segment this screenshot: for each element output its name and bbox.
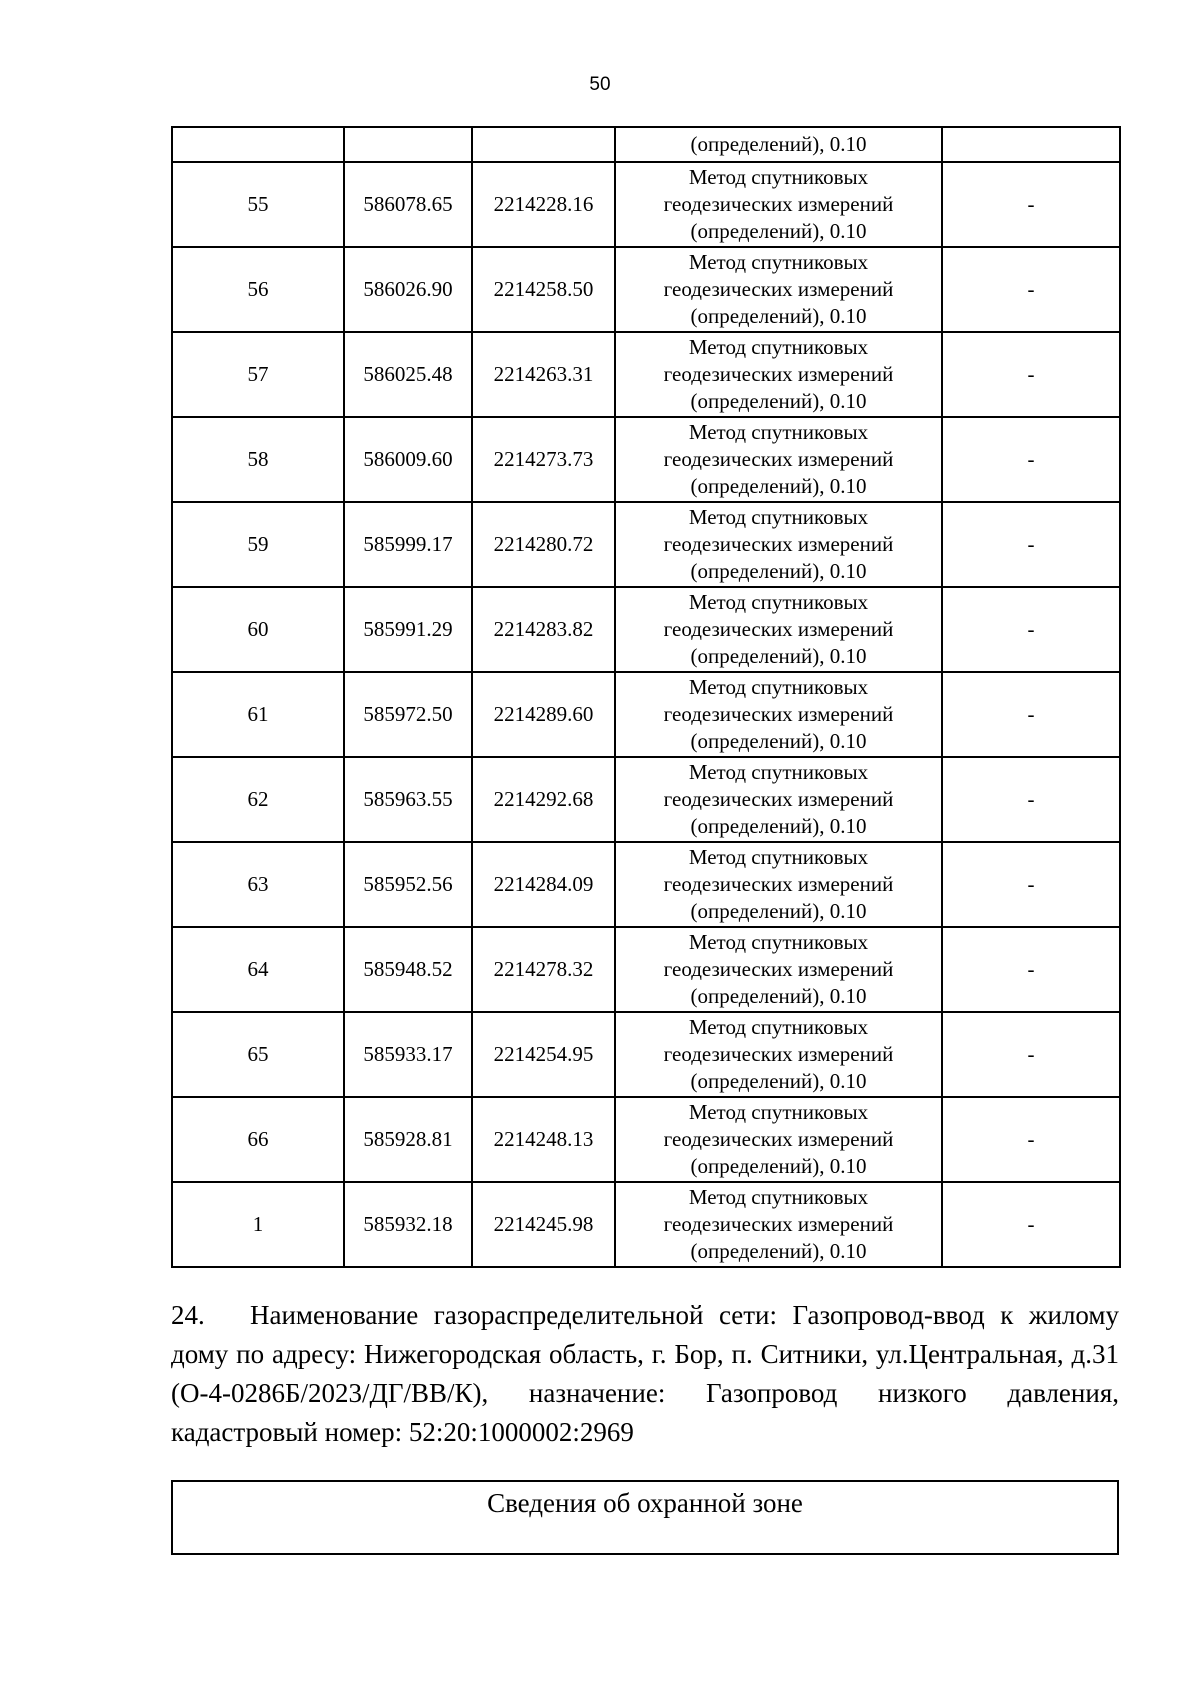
table-row bbox=[172, 162, 1120, 247]
table-cell-method bbox=[615, 162, 942, 247]
table-row bbox=[172, 672, 1120, 757]
table-cell-number: 62 bbox=[172, 757, 344, 842]
table-cell-number: 64 bbox=[172, 927, 344, 1012]
method-line: (определений), 0.10 bbox=[690, 814, 867, 838]
method-line: Метод спутниковых bbox=[688, 335, 869, 359]
table-cell-y: 2214283.82 bbox=[472, 587, 615, 672]
method-line: Метод спутниковых bbox=[688, 420, 869, 444]
method-line: геодезических измерений bbox=[663, 872, 894, 896]
table-cell-number: 65 bbox=[172, 1012, 344, 1097]
table-cell-description: - bbox=[942, 1182, 1120, 1267]
method-line: геодезических измерений bbox=[663, 957, 894, 981]
method-line: Метод спутниковых bbox=[688, 760, 869, 784]
table-cell-method bbox=[615, 332, 942, 417]
method-line: геодезических измерений bbox=[663, 1127, 894, 1151]
method-line: (определений), 0.10 bbox=[690, 559, 867, 583]
method-line: геодезических измерений bbox=[663, 362, 894, 386]
table-cell-y: 2214273.73 bbox=[472, 417, 615, 502]
method-line: Метод спутниковых bbox=[688, 845, 869, 869]
table-cell-method bbox=[615, 1097, 942, 1182]
table-cell-x bbox=[344, 127, 472, 162]
table-cell-x: 585932.18 bbox=[344, 1182, 472, 1267]
table-cell-description: - bbox=[942, 1012, 1120, 1097]
table-cell-x: 585933.17 bbox=[344, 1012, 472, 1097]
table-row bbox=[172, 1097, 1120, 1182]
table-cell-method bbox=[615, 247, 942, 332]
table-row bbox=[172, 1012, 1120, 1097]
table-cell-description bbox=[942, 127, 1120, 162]
table-cell-description: - bbox=[942, 842, 1120, 927]
table-cell-method: (определений), 0.10 bbox=[615, 127, 942, 162]
table-cell-method bbox=[615, 1012, 942, 1097]
table-cell-number bbox=[172, 127, 344, 162]
table-cell-description: - bbox=[942, 247, 1120, 332]
table-cell-number: 59 bbox=[172, 502, 344, 587]
table-cell-method bbox=[615, 417, 942, 502]
table-cell-y: 2214278.32 bbox=[472, 927, 615, 1012]
method-line: Метод спутниковых bbox=[688, 590, 869, 614]
method-line: (определений), 0.10 bbox=[690, 729, 867, 753]
method-line: Метод спутниковых bbox=[688, 505, 869, 529]
table-cell-x: 585928.81 bbox=[344, 1097, 472, 1182]
table-cell-description: - bbox=[942, 162, 1120, 247]
table-cell-y: 2214228.16 bbox=[472, 162, 615, 247]
table-row bbox=[172, 587, 1120, 672]
table-cell-y: 2214292.68 bbox=[472, 757, 615, 842]
table-cell-number: 63 bbox=[172, 842, 344, 927]
table-cell-number: 56 bbox=[172, 247, 344, 332]
page-number: 50 bbox=[589, 74, 611, 95]
table-cell-y: 2214248.13 bbox=[472, 1097, 615, 1182]
method-line: геодезических измерений bbox=[663, 447, 894, 471]
table-cell-number: 1 bbox=[172, 1182, 344, 1267]
method-line: геодезических измерений bbox=[663, 277, 894, 301]
table-cell-number: 60 bbox=[172, 587, 344, 672]
table-row bbox=[172, 757, 1120, 842]
method-line: (определений), 0.10 bbox=[690, 389, 867, 413]
section-number: 24. bbox=[171, 1300, 205, 1330]
table-cell-description: - bbox=[942, 587, 1120, 672]
table-row-continuation bbox=[172, 127, 1120, 162]
table-cell-x: 585963.55 bbox=[344, 757, 472, 842]
table-cell-description: - bbox=[942, 332, 1120, 417]
table-cell-method bbox=[615, 502, 942, 587]
table-cell-description: - bbox=[942, 927, 1120, 1012]
table-cell-description: - bbox=[942, 502, 1120, 587]
table-cell-description: - bbox=[942, 1097, 1120, 1182]
table-cell-description: - bbox=[942, 417, 1120, 502]
table-cell-x: 586025.48 bbox=[344, 332, 472, 417]
table-cell-y: 2214254.95 bbox=[472, 1012, 615, 1097]
section-text: Наименование газораспределительной сети: Газопровод-ввод к жилому дому по адресу: Нижегородская область, г. Бор, п. Ситники, ул.Центральная, д.31 (О-4-0286Б/2023/ДГ/ВВ/К), назначение: Газопровод низкого давления, кадастровый номер: 52:20:1000002:2969 bbox=[171, 1300, 1119, 1447]
method-line: (определений), 0.10 bbox=[690, 984, 867, 1008]
table-cell-method bbox=[615, 757, 942, 842]
table-cell-description: - bbox=[942, 672, 1120, 757]
method-line: (определений), 0.10 bbox=[690, 474, 867, 498]
method-line: геодезических измерений bbox=[663, 192, 894, 216]
table-cell-description: - bbox=[942, 757, 1120, 842]
table-row bbox=[172, 1182, 1120, 1267]
method-line: (определений), 0.10 bbox=[690, 899, 867, 923]
table-cell-x: 586078.65 bbox=[344, 162, 472, 247]
method-line: (определений), 0.10 bbox=[690, 219, 867, 243]
table-cell-number: 66 bbox=[172, 1097, 344, 1182]
table-cell-method bbox=[615, 842, 942, 927]
table-cell-x: 586026.90 bbox=[344, 247, 472, 332]
table-cell-y: 2214263.31 bbox=[472, 332, 615, 417]
table-row bbox=[172, 927, 1120, 1012]
method-line: Метод спутниковых bbox=[688, 675, 869, 699]
table-row bbox=[172, 1481, 1118, 1554]
table-cell-x: 585952.56 bbox=[344, 842, 472, 927]
table-cell-number: 55 bbox=[172, 162, 344, 247]
table-cell-x: 586009.60 bbox=[344, 417, 472, 502]
method-line: (определений), 0.10 bbox=[690, 1239, 867, 1263]
method-line: Метод спутниковых bbox=[688, 1185, 869, 1209]
method-line: (определений), 0.10 bbox=[690, 644, 867, 668]
table-cell-y: 2214280.72 bbox=[472, 502, 615, 587]
method-line: (определений), 0.10 bbox=[690, 304, 867, 328]
table-cell-y: 2214258.50 bbox=[472, 247, 615, 332]
table-cell-method bbox=[615, 1182, 942, 1267]
table-row bbox=[172, 502, 1120, 587]
table-cell-x: 585991.29 bbox=[344, 587, 472, 672]
table-cell-x: 585948.52 bbox=[344, 927, 472, 1012]
table-cell-number: 58 bbox=[172, 417, 344, 502]
section-paragraph bbox=[171, 1296, 1119, 1452]
table-cell-method bbox=[615, 587, 942, 672]
method-line: геодезических измерений bbox=[663, 702, 894, 726]
protection-zone-table bbox=[171, 1480, 1119, 1555]
method-line: Метод спутниковых bbox=[688, 1015, 869, 1039]
method-line: Метод спутниковых bbox=[688, 165, 869, 189]
table-cell-y: 2214245.98 bbox=[472, 1182, 615, 1267]
table-cell-y bbox=[472, 127, 615, 162]
table-cell-method bbox=[615, 927, 942, 1012]
table-cell-x: 585972.50 bbox=[344, 672, 472, 757]
table-cell-y: 2214284.09 bbox=[472, 842, 615, 927]
method-line: геодезических измерений bbox=[663, 617, 894, 641]
method-line: геодезических измерений bbox=[663, 532, 894, 556]
table-cell-number: 57 bbox=[172, 332, 344, 417]
method-line: (определений), 0.10 bbox=[690, 1154, 867, 1178]
table-row bbox=[172, 417, 1120, 502]
table-cell-x: 585999.17 bbox=[344, 502, 472, 587]
table-cell-y: 2214289.60 bbox=[472, 672, 615, 757]
method-line: (определений), 0.10 bbox=[690, 1069, 867, 1093]
coordinates-table bbox=[171, 126, 1121, 1268]
table-row bbox=[172, 842, 1120, 927]
table-row bbox=[172, 247, 1120, 332]
table-cell-number: 61 bbox=[172, 672, 344, 757]
table-row bbox=[172, 332, 1120, 417]
method-line: Метод спутниковых bbox=[688, 250, 869, 274]
method-line: геодезических измерений bbox=[663, 787, 894, 811]
method-line: геодезических измерений bbox=[663, 1212, 894, 1236]
method-line: Метод спутниковых bbox=[688, 1100, 869, 1124]
method-line: Метод спутниковых bbox=[688, 930, 869, 954]
table-cell-method bbox=[615, 672, 942, 757]
method-line: геодезических измерений bbox=[663, 1042, 894, 1066]
protection-zone-title: Сведения об охранной зоне bbox=[172, 1481, 1118, 1554]
